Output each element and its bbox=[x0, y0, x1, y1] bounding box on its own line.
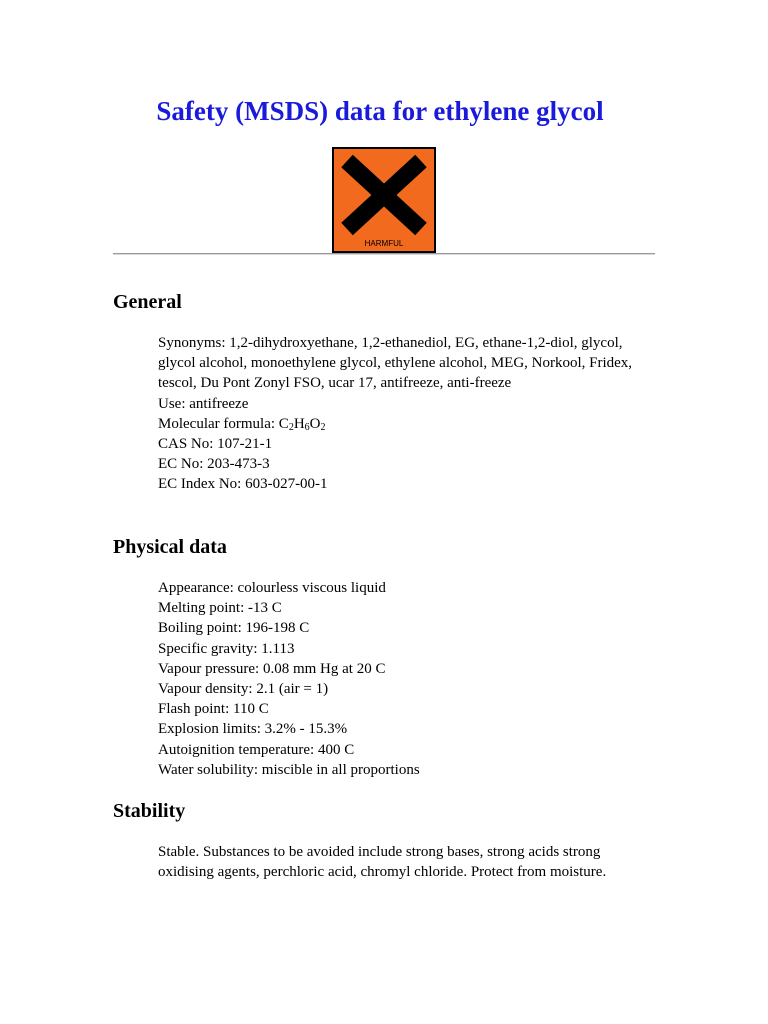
physical-data-item: Appearance: colourless viscous liquid bbox=[158, 580, 386, 596]
use-text: Use: antifreeze bbox=[158, 395, 249, 412]
cas-number: CAS No: 107-21-1 bbox=[158, 436, 273, 453]
hazard-label: HARMFUL bbox=[364, 239, 404, 248]
physical-data-item: Water solubility: miscible in all proportions bbox=[158, 761, 420, 778]
ec-number: EC No: 203-473-3 bbox=[158, 456, 270, 473]
physical-data-item: Explosion limits: 3.2% - 15.3% bbox=[158, 721, 348, 738]
molecular-formula bbox=[158, 414, 648, 434]
synonyms-text: Synonyms: 1,2-dihydroxyethane, 1,2-ethanediol, EG, ethane-1,2-diol, glycol, glycol alcohol, monoethylene glycol, ethylene alcohol, MEG, Norkool, Fridex, tescol, Du Pont Zonyl FSO, ucar 17, antifreeze, anti-freeze bbox=[158, 335, 633, 392]
harmful-x-icon bbox=[332, 147, 436, 253]
physical-data-item: Boiling point: 196-198 C bbox=[158, 620, 310, 637]
physical-data-item: Melting point: -13 C bbox=[158, 600, 282, 617]
section-heading-general: General bbox=[113, 291, 182, 313]
physical-data-item: Specific gravity: 1.113 bbox=[158, 640, 295, 657]
physical-data-item: Flash point: 110 C bbox=[158, 701, 269, 718]
physical-data-item: Vapour pressure: 0.08 mm Hg at 20 C bbox=[158, 660, 386, 677]
physical-data-list bbox=[158, 578, 648, 780]
physical-data-item: Autoignition temperature: 400 C bbox=[158, 741, 355, 758]
section-heading-stability: Stability bbox=[113, 800, 186, 822]
general-section-body bbox=[158, 333, 648, 495]
section-heading-physical-data: Physical data bbox=[113, 536, 227, 558]
horizontal-rule bbox=[113, 253, 655, 255]
molecular-formula-value: $C_2H_6O_2$ bbox=[278, 415, 326, 433]
page-title: Safety (MSDS) data for ethylene glycol bbox=[156, 96, 604, 126]
physical-data-item: Vapour density: 2.1 (air = 1) bbox=[158, 681, 329, 698]
stability-text: Stable. Substances to be avoided include strong bases, strong acids strong oxidising agents, perchloric acid, chromyl chloride. Protect from moisture. bbox=[158, 844, 607, 881]
ec-index-number: EC Index No: 603-027-00-1 bbox=[158, 476, 328, 493]
molecular-formula-label: Molecular formula: bbox=[158, 415, 279, 432]
